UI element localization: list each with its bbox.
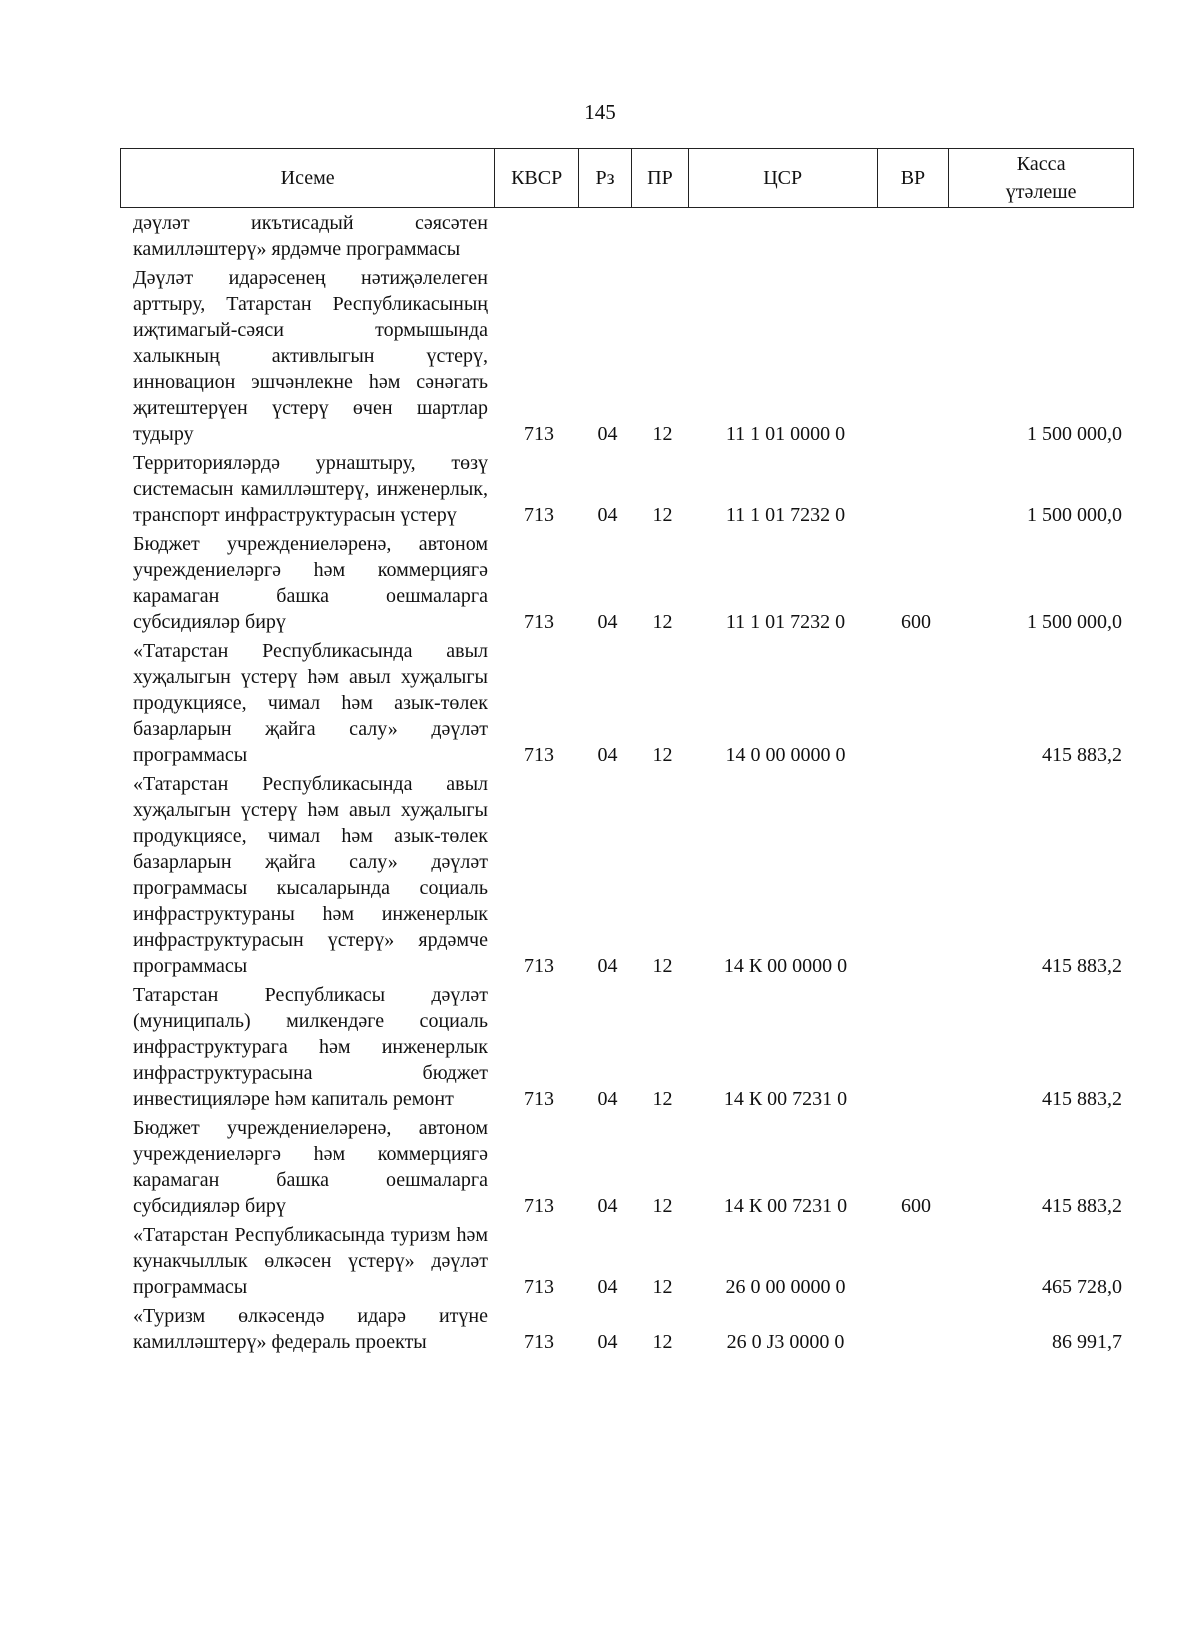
row-rz: 04 [597, 423, 618, 445]
row-kassa: 415 883,2 [1042, 744, 1122, 766]
row-pr: 12 [652, 423, 673, 445]
row-kassa: 415 883,2 [1042, 955, 1122, 977]
row-kvsr: 713 [524, 744, 554, 766]
row-kvsr: 713 [524, 1276, 554, 1298]
row-kassa: 1 500 000,0 [1027, 611, 1122, 633]
table-header [120, 148, 1134, 208]
row-csr: 14 К 00 7231 0 [723, 1088, 848, 1110]
table-row [0, 210, 1200, 262]
row-name: «Татарстан Республикасында авыл хуҗалыгын үстерү һәм авыл хуҗалыгы продукциясе, чимал һәм азык-төлек базарларын җайга салу» дәүләт программасы кысаларында социаль инфраструктураны һәм инженерлык инфраструктурасын үстерү» ярдәмче программасы [133, 773, 488, 977]
row-rz: 04 [597, 504, 618, 526]
row-pr: 12 [652, 1276, 673, 1298]
table-row [0, 771, 1200, 979]
row-name: Территорияләрдә урнаштыру, төзү системасын камилләштерү, инженерлык, транспорт инфраструктурасын үстерү [133, 452, 488, 526]
header-csr: ЦСР [689, 149, 878, 207]
row-pr: 12 [652, 1088, 673, 1110]
row-kassa: 415 883,2 [1042, 1088, 1122, 1110]
row-kassa: 86 991,7 [1052, 1331, 1122, 1353]
table-row [0, 1303, 1200, 1355]
row-csr: 11 1 01 7232 0 [725, 504, 846, 526]
header-vr: ВР [878, 149, 950, 207]
row-name: «Татарстан Республикасында туризм һәм кунакчыллык өлкәсен үстерү» дәүләт программасы [133, 1224, 488, 1298]
row-vr: 600 [901, 1195, 931, 1217]
row-csr: 11 1 01 0000 0 [725, 423, 846, 445]
row-kvsr: 713 [524, 1331, 554, 1353]
header-kassa-label: Касса үтәлеше [1005, 153, 1077, 203]
row-rz: 04 [597, 1088, 618, 1110]
row-vr: 600 [901, 611, 931, 633]
header-name: Исеме [121, 149, 495, 207]
row-pr: 12 [652, 1195, 673, 1217]
row-csr: 26 0 J3 0000 0 [726, 1331, 845, 1353]
table-body [0, 210, 1200, 1358]
row-kassa: 415 883,2 [1042, 1195, 1122, 1217]
row-kvsr: 713 [524, 611, 554, 633]
row-pr: 12 [652, 611, 673, 633]
row-rz: 04 [597, 744, 618, 766]
row-kvsr: 713 [524, 955, 554, 977]
row-csr: 14 0 00 0000 0 [725, 744, 846, 766]
row-csr: 26 0 00 0000 0 [725, 1276, 846, 1298]
row-kvsr: 713 [524, 504, 554, 526]
table-row [0, 265, 1200, 447]
row-pr: 12 [652, 955, 673, 977]
row-name: Бюджет учреждениеләренә, автоном учреждениеләргә һәм коммерциягә карамаган башка оешмаларга субсидияләр бирү [133, 533, 488, 633]
row-name: Татарстан Республикасы дәүләт (муниципаль) милкендәге социаль инфраструктурага һәм инженерлык инфраструктурасына бюджет инвестицияләре һәм капиталь ремонт [133, 984, 488, 1110]
header-rz: Рз [579, 149, 632, 207]
table-row [0, 982, 1200, 1112]
row-csr: 11 1 01 7232 0 [725, 611, 846, 633]
row-kassa: 1 500 000,0 [1027, 504, 1122, 526]
row-kassa: 465 728,0 [1042, 1276, 1122, 1298]
row-name: Бюджет учреждениеләренә, автоном учреждениеләргә һәм коммерциягә карамаган башка оешмаларга субсидияләр бирү [133, 1117, 488, 1217]
header-kassa [949, 149, 1133, 207]
row-kvsr: 713 [524, 1195, 554, 1217]
row-csr: 14 К 00 0000 0 [723, 955, 848, 977]
table-row [0, 1222, 1200, 1300]
page-number: 145 [584, 100, 616, 124]
row-rz: 04 [597, 611, 618, 633]
header-pr: ПР [632, 149, 689, 207]
row-kvsr: 713 [524, 423, 554, 445]
row-rz: 04 [597, 955, 618, 977]
header-kvsr: КВСР [495, 149, 579, 207]
row-kassa: 1 500 000,0 [1027, 423, 1122, 445]
table-row [0, 638, 1200, 768]
row-rz: 04 [597, 1276, 618, 1298]
row-rz: 04 [597, 1331, 618, 1353]
row-pr: 12 [652, 744, 673, 766]
row-pr: 12 [652, 1331, 673, 1353]
row-kvsr: 713 [524, 1088, 554, 1110]
row-csr: 14 К 00 7231 0 [723, 1195, 848, 1217]
table-row [0, 1115, 1200, 1219]
row-name: «Туризм өлкәсендә идарә итүне камилләштерү» федераль проекты [133, 1305, 488, 1353]
table-row [0, 531, 1200, 635]
row-name: Дәүләт идарәсенең нәтиҗәлелеген арттыру, Татарстан Республикасының иҗтимагый-сәяси тормышында халыкның активлыгын үстерү, инновацион эшчәнлекне һәм сәнәгать җитештерүен үстерү өчен шартлар тудыру [133, 267, 488, 445]
row-name: «Татарстан Республикасында авыл хуҗалыгын үстерү һәм авыл хуҗалыгы продукциясе, чимал һәм азык-төлек базарларын җайга салу» дәүләт программасы [133, 640, 488, 766]
row-rz: 04 [597, 1195, 618, 1217]
table-row [0, 450, 1200, 528]
row-name: дәүләт икътисадый сәясәтен камилләштерү» ярдәмче программасы [133, 212, 488, 260]
row-pr: 12 [652, 504, 673, 526]
